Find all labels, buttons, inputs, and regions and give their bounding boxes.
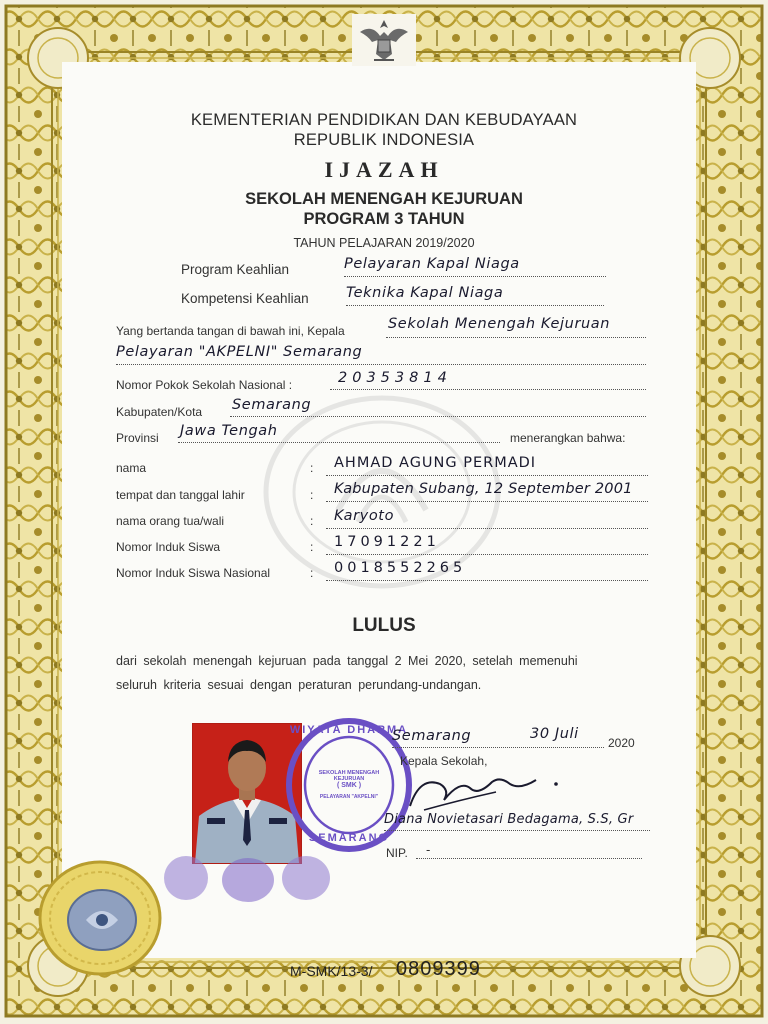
dotted-line [326, 554, 648, 555]
student-name-value: AHMAD AGUNG PERMADI [334, 455, 537, 471]
npsn-label: Nomor Pokok Sekolah Nasional : [116, 378, 293, 392]
colon: : [310, 540, 314, 554]
dotted-line [384, 830, 650, 831]
colon: : [310, 461, 314, 475]
statement-line1: dari sekolah menengah kejuruan pada tanggal 2 Mei 2020, setelah memenuhi [116, 654, 578, 668]
dotted-line [116, 364, 646, 365]
stamp-center-line2: ( SMK ) [336, 782, 362, 789]
nis-value: 17091221 [334, 534, 440, 550]
academic-year: TAHUN PELAJARAN 2019/2020 [293, 236, 475, 250]
program-duration-title: PROGRAM 3 TAHUN [303, 210, 465, 228]
declares-label: menerangkan bahwa: [510, 431, 626, 445]
dotted-line [330, 389, 646, 390]
dotted-line [416, 858, 642, 859]
nisn-value: 0018552265 [334, 560, 467, 576]
nisn-label: Nomor Induk Siswa Nasional [116, 566, 271, 580]
country-title: REPUBLIK INDONESIA [293, 131, 475, 149]
competency-label: Kompetensi Keahlian [181, 291, 309, 306]
document-title: IJAZAH [324, 157, 444, 182]
garuda-emblem-icon [352, 14, 416, 66]
principal-role: Kepala Sekolah, [400, 754, 488, 768]
dotted-line [326, 501, 648, 502]
nip-label: NIP. [386, 846, 408, 860]
school-type-title: SEKOLAH MENENGAH KEJURUAN [245, 190, 523, 208]
serial-number: 0809399 [396, 958, 481, 980]
city-label: Kabupaten/Kota [116, 405, 203, 419]
dotted-line [346, 305, 604, 306]
dotted-line [392, 747, 604, 748]
stamp-center-line1: SEKOLAH MENENGAH KEJURUAN [318, 770, 380, 782]
program-label: Program Keahlian [181, 262, 290, 277]
colon: : [310, 488, 314, 502]
birth-value: Kabupaten Subang, 12 September 2001 [334, 481, 633, 497]
stamp-center-line3: PELAYARAN "AKPELNI" [319, 794, 379, 800]
parent-label: nama orang tua/wali [116, 514, 225, 528]
school-name-line2: Pelayaran "AKPELNI" Semarang [116, 344, 363, 360]
nip-value: - [426, 842, 431, 857]
program-value: Pelayaran Kapal Niaga [344, 256, 520, 272]
thumbprints [160, 848, 340, 904]
nis-label: Nomor Induk Siswa [116, 540, 221, 554]
parent-value: Karyoto [334, 508, 395, 524]
principal-signature [400, 766, 570, 814]
serial-number-box [268, 955, 520, 985]
dotted-line [326, 580, 648, 581]
province-value: Jawa Tengah [180, 423, 278, 439]
statement-line2: seluruh kriteria sesuai dengan peraturan perundang-undangan. [116, 678, 482, 692]
signature-place: Semarang [392, 728, 472, 744]
birth-label: tempat dan tanggal lahir [116, 488, 245, 502]
dotted-line [326, 528, 648, 529]
ministry-title: KEMENTERIAN PENDIDIKAN DAN KEBUDAYAAN [190, 111, 578, 129]
stamp-top-text: WIYATA DHARMA [289, 724, 409, 736]
school-name-line1: Sekolah Menengah Kejuruan [388, 316, 611, 332]
principal-name: Diana Novietasari Bedagama, S.S, Gr [384, 812, 634, 827]
dotted-line [344, 276, 606, 277]
dotted-line [386, 337, 646, 338]
npsn-value: 20353814 [338, 370, 452, 386]
graduation-status: LULUS [352, 615, 416, 636]
signature-day-month: 30 Juli [530, 726, 579, 742]
stamp-bottom-text: SEMARANG [308, 832, 390, 844]
dotted-line [326, 475, 648, 476]
hologram-seal-icon [36, 858, 166, 978]
serial-prefix: M-SMK/13-3/ [290, 963, 373, 979]
student-name-label: nama [116, 461, 147, 475]
city-value: Semarang [232, 397, 312, 413]
signature-year: 2020 [608, 736, 635, 750]
intro-label: Yang bertanda tangan di bawah ini, Kepala [116, 324, 345, 338]
province-label: Provinsi [116, 431, 159, 445]
competency-value: Teknika Kapal Niaga [346, 285, 504, 301]
colon: : [310, 514, 314, 528]
colon: : [310, 566, 314, 580]
